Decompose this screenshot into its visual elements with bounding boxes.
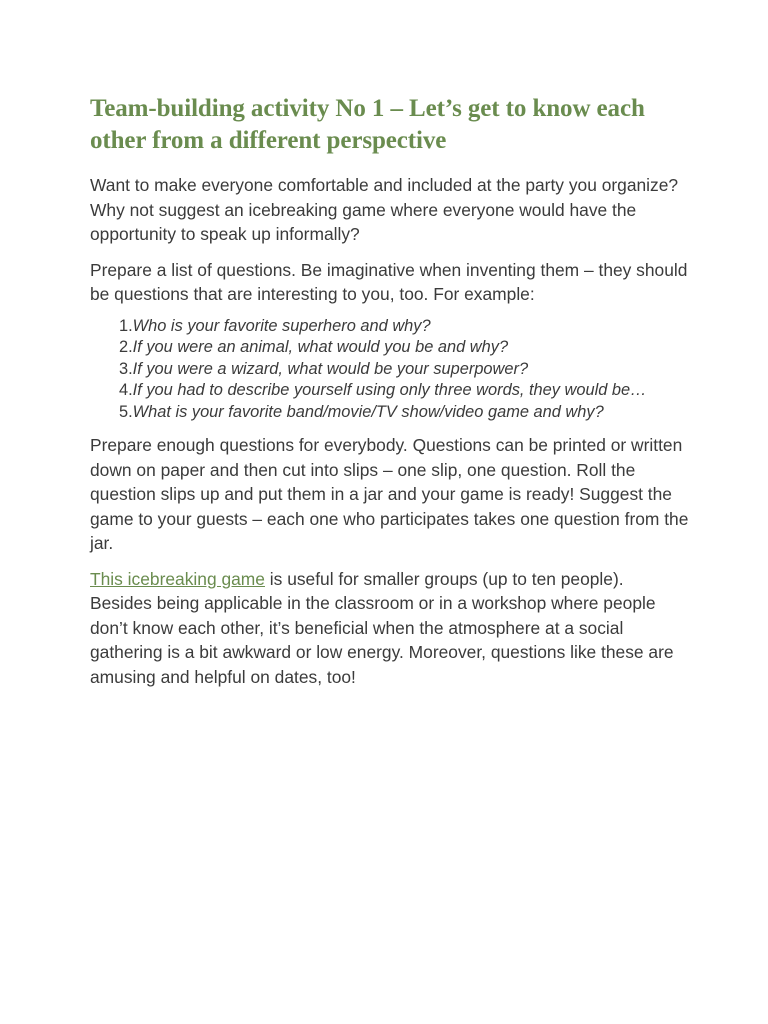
list-item-number: 4. [119,381,133,399]
prepare-paragraph: Prepare a list of questions. Be imaginative when inventing them – they should be questions that are interesting to you, too. For example: [90,259,688,304]
list-item-number: 1. [119,316,133,335]
list-item [119,380,679,402]
list-item-question: If you had to describe yourself using only three words, they would be… [132,381,647,399]
question-list [90,316,679,424]
list-item-number: 2. [119,338,133,356]
list-item [119,359,679,381]
list-item-question: If you were an animal, what would you be and why? [132,338,509,356]
page-title: Team-building activity No 1 – Let’s get to know each other from a different perspective [90,95,645,154]
icebreaking-game-link[interactable]: This icebreaking game [90,568,265,589]
list-item [119,337,679,359]
closing-paragraph [90,567,690,690]
list-item [119,402,679,424]
instructions-paragraph: Prepare enough questions for everybody. Questions can be printed or written down on paper and then cut into slips – one slip, one question. Roll the question slips up and put them in a jar and your game is ready! Suggest the game to your guests – each one who participates takes one question from the jar. [90,435,689,553]
intro-paragraph: Want to make everyone comfortable and included at the party you organize? Why not suggest an icebreaking game where everyone would have the opportunity to speak up informally? [90,175,679,244]
closing-text: is useful for smaller groups (up to ten people). Besides being applicable in the classroom or in a workshop where people don’t know each other, it’s beneficial when the atmosphere at a social gathering is a bit awkward or low energy. Moreover, questions like these are amusing and helpful on dates, too! [90,568,674,687]
list-item-question: If you were a wizard, what would be your superpower? [132,359,529,378]
list-item [119,316,679,338]
list-item-number: 5. [119,402,133,421]
document-body [90,93,690,700]
list-item-question: What is your favorite band/movie/TV show/video game and why? [132,402,604,421]
list-item-question: Who is your favorite superhero and why? [132,316,431,335]
list-item-number: 3. [119,359,133,378]
